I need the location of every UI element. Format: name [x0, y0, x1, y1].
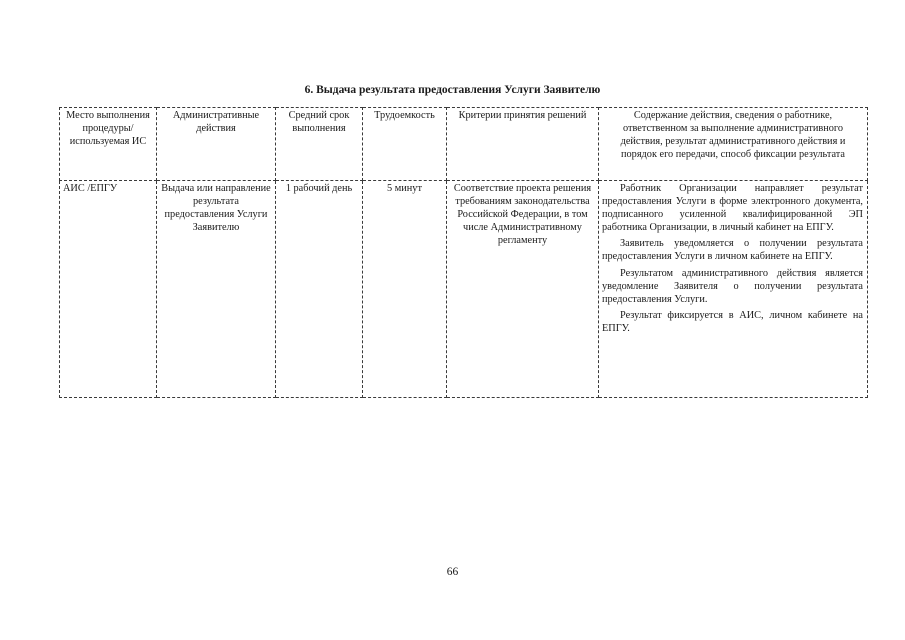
cell-content — [599, 181, 868, 398]
cell-place: АИС /ЕПГУ — [60, 181, 157, 398]
content-paragraph: Результатом административного действия является уведомление Заявителя о получении результата предоставления Услуги. — [602, 267, 863, 305]
page-number: 66 — [446, 566, 459, 578]
header-criteria: Критерии принятия решений — [447, 108, 599, 181]
section-title: 6. Выдача результата предоставления Услуги Заявителю — [304, 84, 601, 96]
table-row — [60, 181, 868, 398]
cell-term: 1 рабочий день — [276, 181, 363, 398]
content-paragraph: Результат фиксируется в АИС, личном кабинете на ЕПГУ. — [602, 309, 863, 334]
content-paragraph: Заявитель уведомляется о получении результата предоставления Услуги в личном кабинете на ЕПГУ. — [602, 238, 863, 263]
header-action: Административные действия — [157, 108, 276, 181]
header-content: Содержание действия, сведения о работнике, ответственном за выполнение административного действия, результат административного действия и порядок его передачи, способ фиксации результата — [599, 108, 868, 181]
header-labor: Трудоемкость — [363, 108, 447, 181]
table-header-row — [60, 108, 868, 181]
cell-action: Выдача или направление результата предоставления Услуги Заявителю — [157, 181, 276, 398]
content-paragraph: Работник Организации направляет результат предоставления Услуги в форме электронного документа, подписанного усиленной квалифицированной ЭП работника Организации, в личный кабинет на ЕПГУ. — [602, 183, 863, 234]
procedure-table — [59, 107, 868, 398]
header-place: Место выполнения процедуры/ используемая ИС — [60, 108, 157, 181]
header-term: Средний срок выполнения — [276, 108, 363, 181]
cell-criteria: Соответствие проекта решения требованиям законодательства Российской Федерации, в том числе Административному регламенту — [447, 181, 599, 398]
cell-labor: 5 минут — [363, 181, 447, 398]
